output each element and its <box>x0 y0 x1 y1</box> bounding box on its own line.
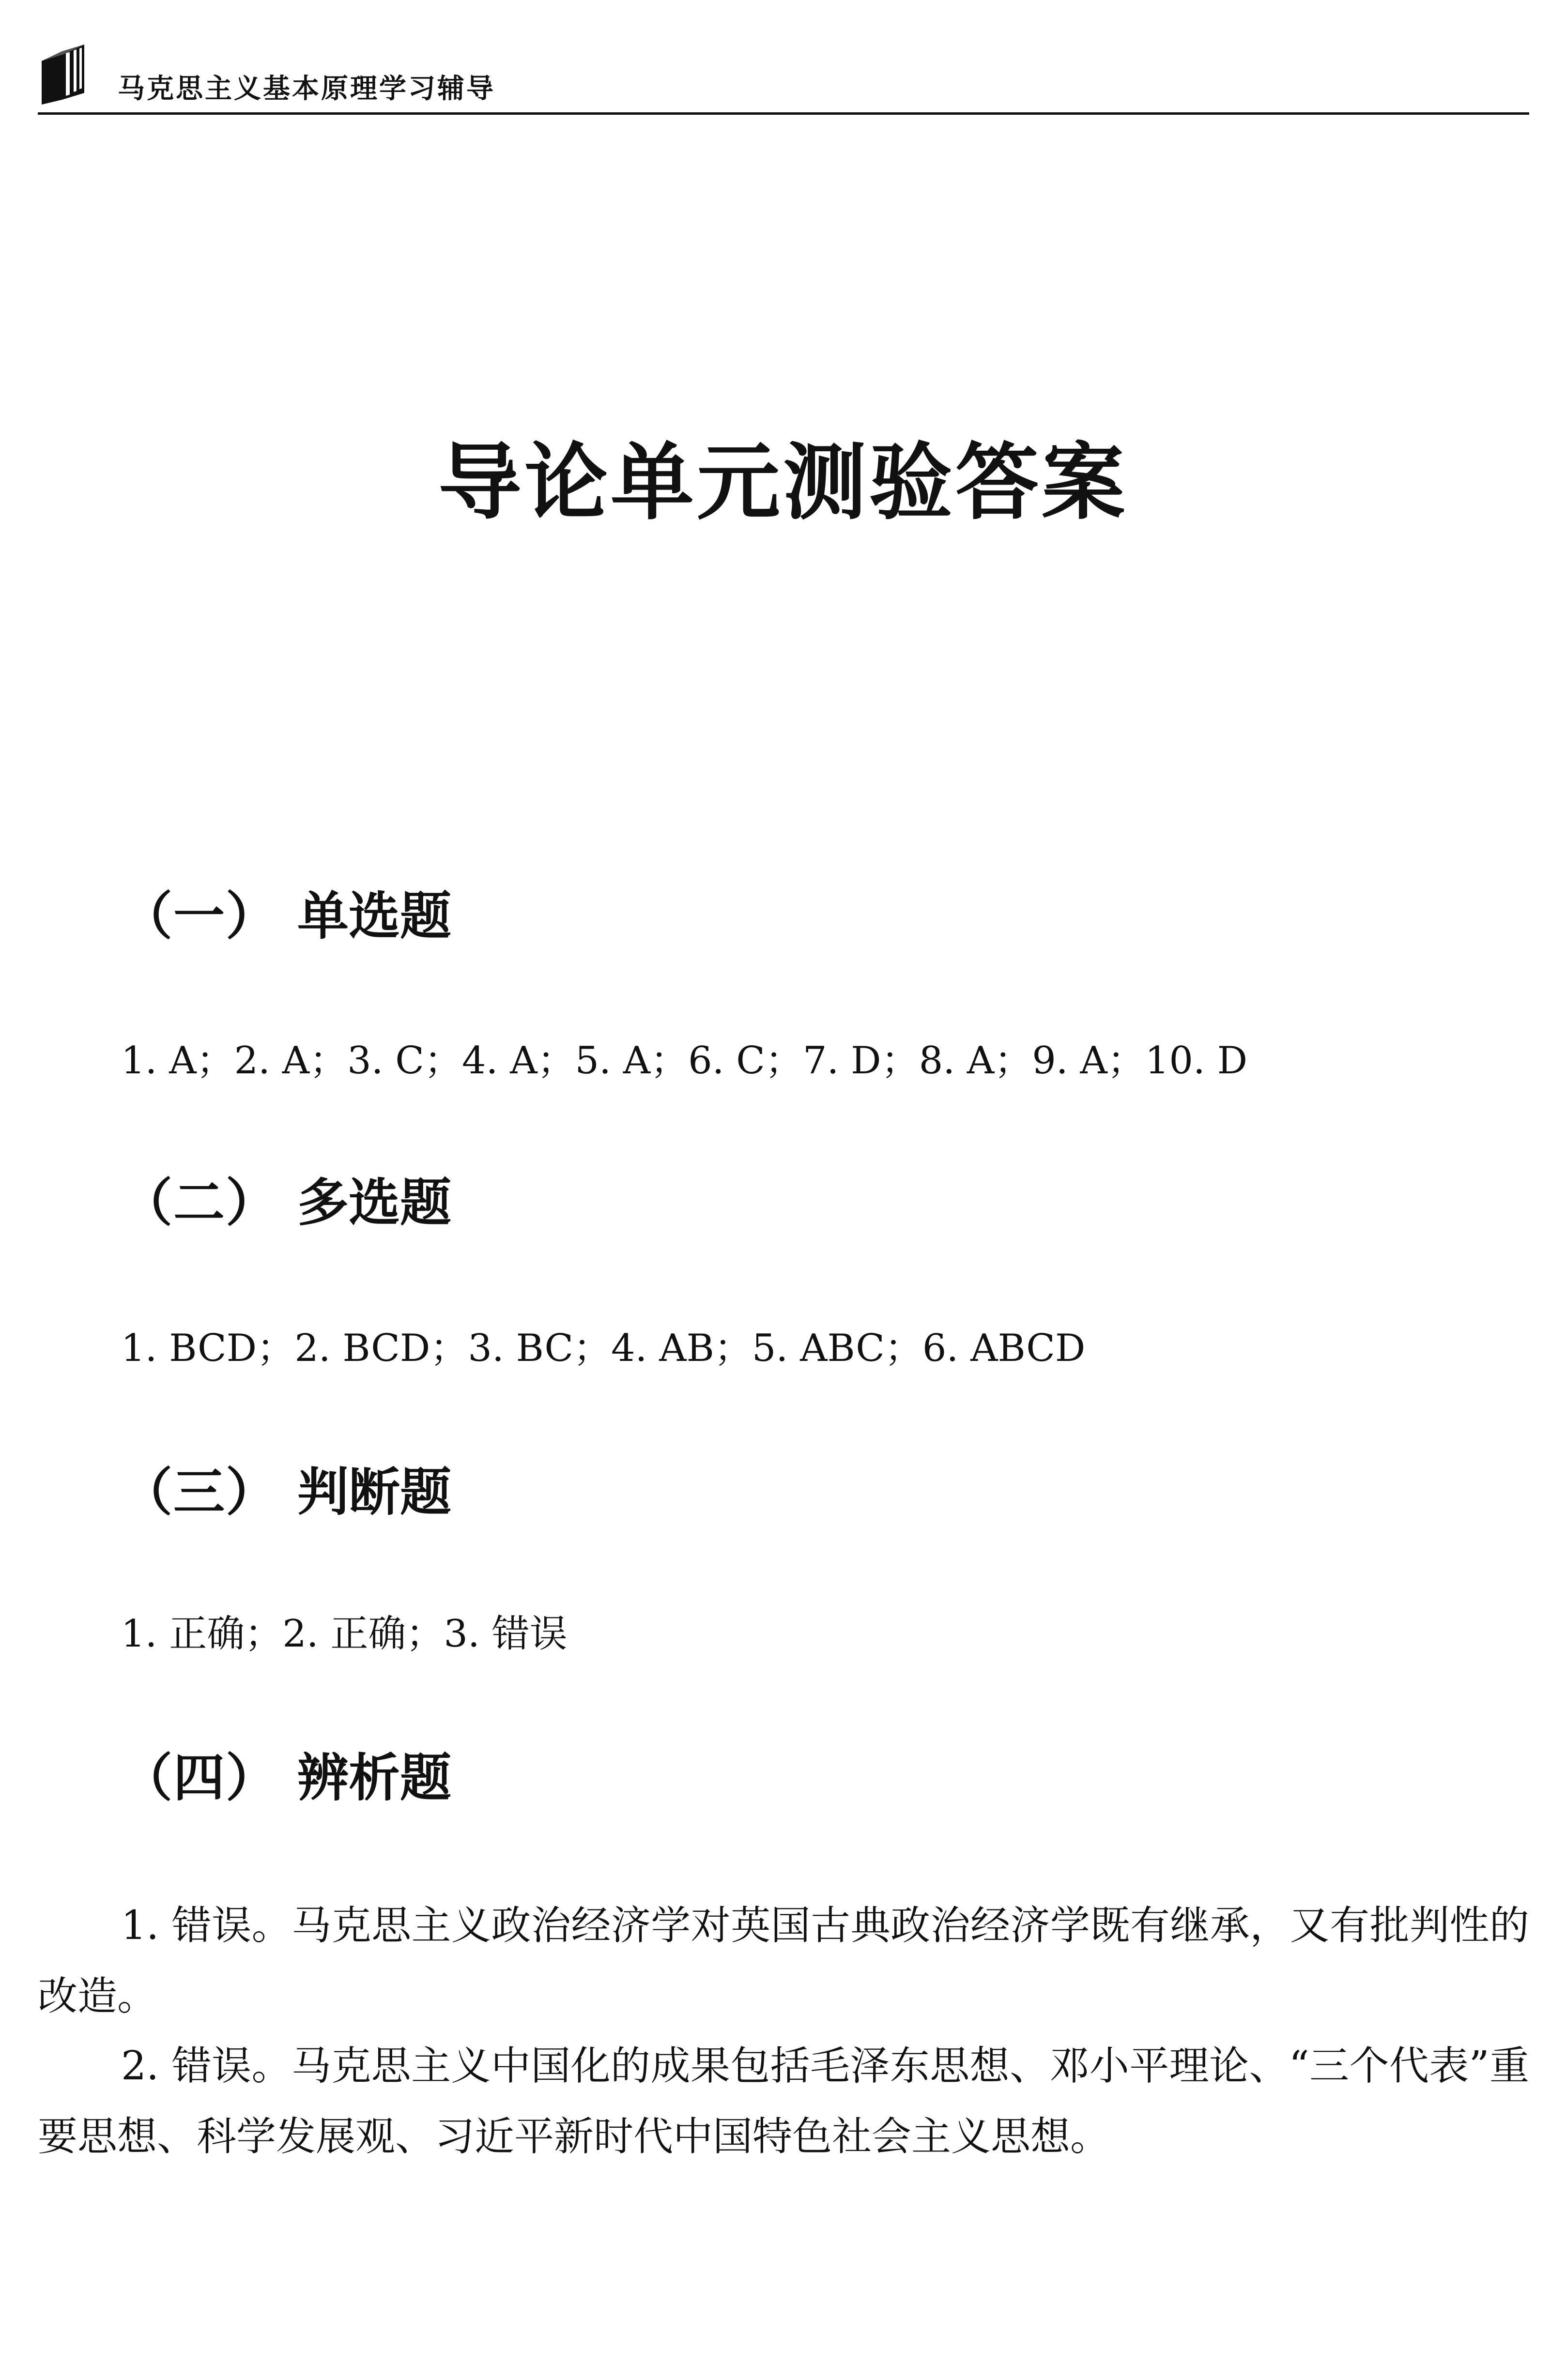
answers-true-false: 1. 正确；2. 正确；3. 错误 <box>121 1612 568 1656</box>
running-header <box>38 43 1529 115</box>
section-heading-analysis <box>121 1748 451 1808</box>
page-title: 导论单元测验答案 <box>438 433 1128 531</box>
book-stack-icon <box>38 43 96 106</box>
running-header-title: 马克思主义基本原理学习辅导 <box>118 73 495 105</box>
section-label: 辨析题 <box>297 1748 451 1808</box>
section-number: （二） <box>121 1173 278 1233</box>
answers-multiple-choice: 1. BCD；2. BCD；3. BC；4. AB；5. ABC；6. ABCD <box>121 1327 1086 1370</box>
section-label: 判断题 <box>297 1463 451 1522</box>
section-heading-true-false <box>121 1463 451 1522</box>
section-label: 单选题 <box>297 886 451 946</box>
section-number: （四） <box>121 1748 278 1808</box>
section-label: 多选题 <box>297 1173 451 1233</box>
section-number: （一） <box>121 886 278 946</box>
answers-single-choice: 1. A；2. A；3. C；4. A；5. A；6. C；7. D；8. A；9. A；10. D <box>121 1039 1248 1083</box>
analysis-answer-1: 1. 错误。马克思主义政治经济学对英国古典政治经济学既有继承，又有批判性的改造。 <box>38 1903 1529 2019</box>
section-number: （三） <box>121 1463 278 1522</box>
section-heading-multiple-choice <box>121 1173 451 1233</box>
section-heading-single-choice <box>121 886 451 946</box>
header-divider <box>38 112 1529 115</box>
analysis-answer-2: 2. 错误。马克思主义中国化的成果包括毛泽东思想、邓小平理论、“三个代表”重要思想、科学发展观、习近平新时代中国特色社会主义思想。 <box>38 2043 1529 2160</box>
